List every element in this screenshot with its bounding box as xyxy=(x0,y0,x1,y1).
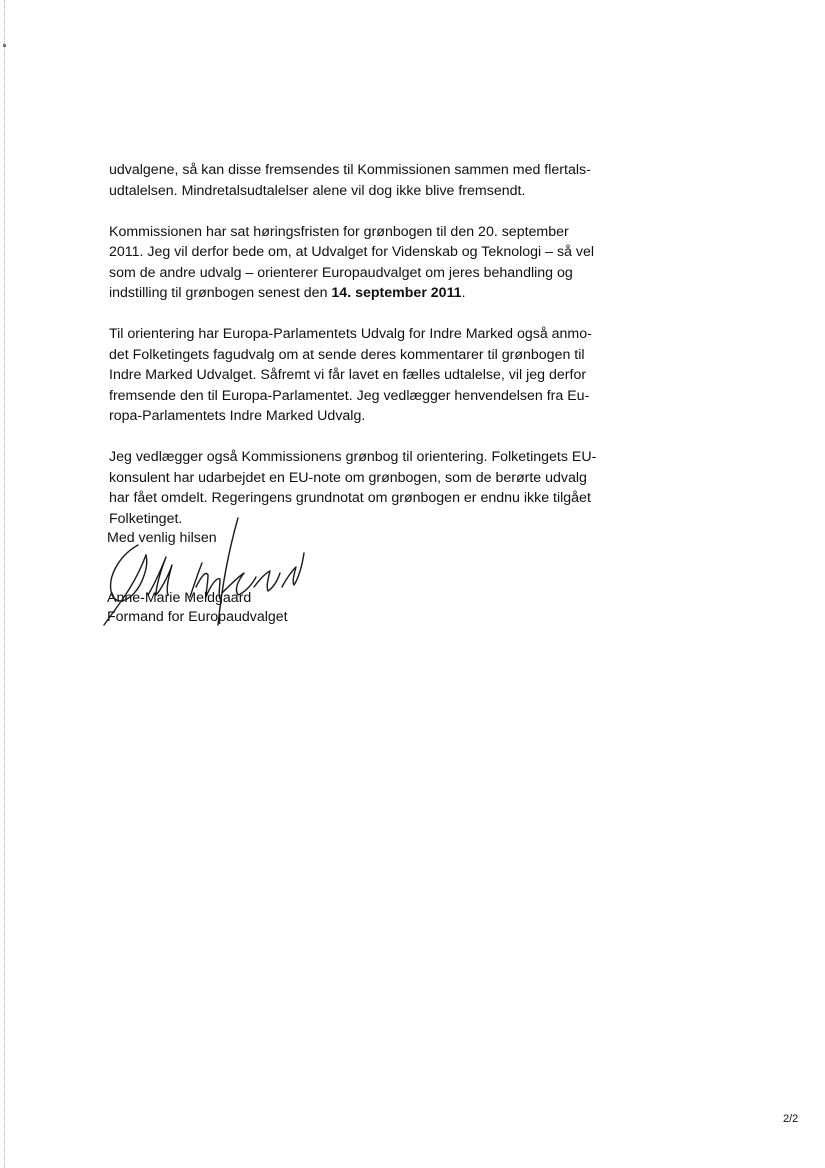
text-line: Indre Marked Udvalget. Såfremt vi får lavet en fælles udtalelse, vil jeg derfor xyxy=(109,367,587,383)
signatory-title: Formand for Europaudvalget xyxy=(107,609,288,625)
paragraph-3 xyxy=(109,324,609,427)
text-line xyxy=(109,283,609,304)
text-line: Jeg vedlægger også Kommissionens grønbog til orientering. Folketingets EU- xyxy=(109,449,597,465)
deadline-text: indstilling til grønbogen senest den xyxy=(109,285,332,301)
text-line: udtalelsen. Mindretalsudtalelser alene vil dog ikke blive fremsendt. xyxy=(109,182,526,199)
text-line: har fået omdelt. Regeringens grundnotat om grønbogen er endnu ikke tilgået xyxy=(109,490,591,506)
letter-body xyxy=(109,160,609,550)
paragraph-1 xyxy=(109,160,609,201)
text-line: fremsende den til Europa-Parlamentet. Jeg vedlægger henvendelsen fra Eu- xyxy=(109,387,590,404)
page-number: 2/2 xyxy=(783,1113,799,1125)
signatory-name: Anne-Marie Meldgaard xyxy=(107,590,252,606)
text-line: det Folketingets fagudvalg om at sende deres kommentarer til grønbogen til xyxy=(109,346,585,363)
deadline-period: . xyxy=(461,285,466,301)
handwritten-signature xyxy=(98,515,318,630)
text-line: 2011. Jeg vil derfor bede om, at Udvalget for Videnskab og Teknologi – så vel xyxy=(109,244,595,260)
text-line: Folketinget. xyxy=(109,510,183,527)
paragraph-2 xyxy=(109,222,609,304)
scan-edge-mark xyxy=(3,44,6,47)
text-line: Til orientering har Europa-Parlamentets Udvalg for Indre Marked også anmo- xyxy=(109,326,592,342)
text-line: ropa-Parlamentets Indre Marked Udvalg. xyxy=(109,408,366,424)
text-line: som de andre udvalg – orienterer Europaudvalget om jeres behandling og xyxy=(109,264,573,281)
closing-greeting: Med venlig hilsen xyxy=(107,530,217,546)
deadline-date: 14. september 2011 xyxy=(331,285,462,301)
text-line: konsulent har udarbejdet en EU-note om grønbogen, som de berørte udvalg xyxy=(109,469,587,486)
text-line: Kommissionen har sat høringsfristen for grønbogen til den 20. september xyxy=(109,223,569,240)
text-line: udvalgene, så kan disse fremsendes til Kommissionen sammen med flertals- xyxy=(109,162,591,178)
scan-left-edge xyxy=(4,0,5,1168)
